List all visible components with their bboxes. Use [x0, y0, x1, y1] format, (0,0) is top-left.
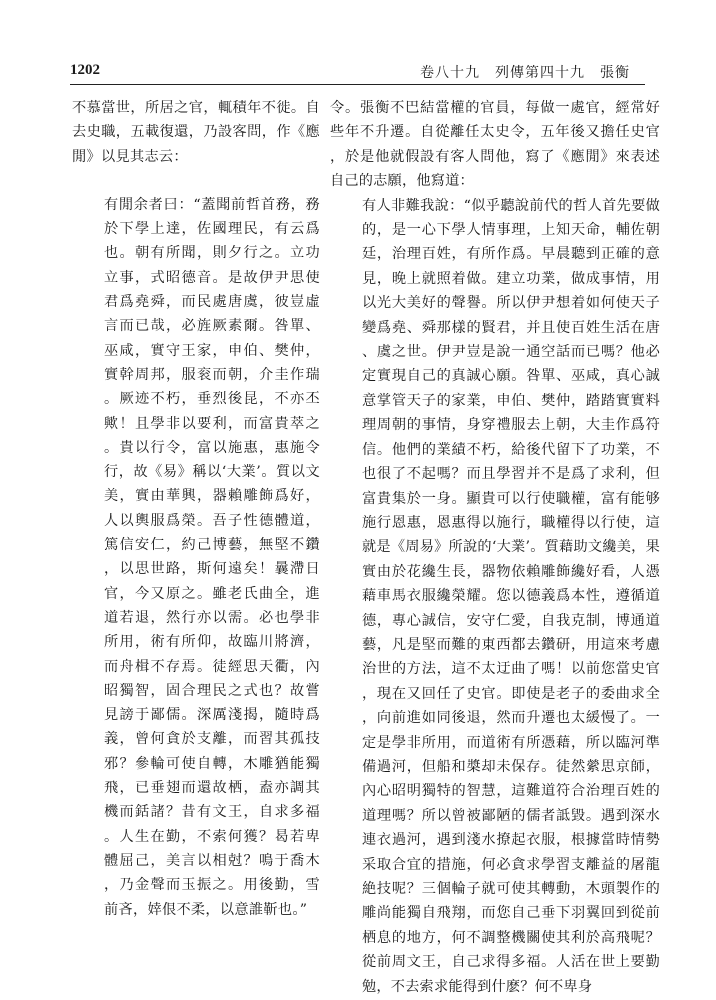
left-column-original-text: [72, 96, 320, 922]
left-intro-paragraph: 不慕當世，所居之官，輒積年不徙。自去史職，五載復還，乃設客問，作《應閒》以見其志云：: [72, 100, 320, 165]
header-rule: [70, 84, 645, 85]
running-head: 卷八十九 列傳第四十九 張衡: [420, 65, 630, 81]
right-quote-block: 有人非難我說：“似乎聽說前代的哲人首先要做的，是一心下學人情事理，上知天命，輔佐朝廷，治理百姓，有所作爲。早晨聽到正確的意見，晚上就照着做。建立功業，做成事情，用以光大美好的聲譽。所以伊尹想着如何使天子變爲堯、舜那樣的賢君，并且使百姓生活在唐、虞之世。伊尹豈是說一通空話而已嗎？他必定實現自己的真誠心願。咎單、巫咸，真心誠意掌管天子的家業，申伯、樊仲，踏踏實實料理周朝的事情，身穿禮服去上朝，大圭作爲符信。他們的業績不朽，給後代留下了功業，不也很了不起嗎？而且學習并不是爲了求利，但富貴集於一身。顯貴可以行使職權，富有能够施行恩惠，恩惠得以施行，職權得以行使，這就是《周易》所說的‘大業’。質藉助文纔美，果實由於花纔生長，器物依賴雕飾纔好看，人憑藉車馬衣服纔榮耀。您以德義爲本性，遵循道德，專心誠信，安守仁愛，自我克制，博通道藝，凡是堅而難的東西都去鑽研，用這來考慮治世的方法，這不太迂曲了嗎！以前您當史官，現在又回任了史官。即使是老子的委曲求全，向前進如同後退，然而升遷也太緩慢了。一定是學非所用，而道術有所憑藉，所以臨河準備過河，但船和槳却未保存。徒然縈思京師，內心昭明獨特的智慧，這難道符合治理百姓的道理嗎？所以曾被鄙陋的儒者詆毀。遇到深水連衣過河，遇到淺水撩起衣服，根據當時情勢采取合宜的措施，何必貪求學習支離益的屠龍絶技呢？三個輪子就可使其轉動，木頭製作的雕尚能獨自飛翔，而您自己垂下羽翼回到從前栖息的地方，何不調整機關使其利於高飛呢？從前周文王，自己求得多福。人活在世上要勤勉，不去索求能得到什麽？何不卑身: [362, 197, 660, 995]
right-intro-paragraph: 令。張衡不巴結當權的官員，每做一處官，經常好些年不升遷。自從離任太史令，五年後又擔任史官，於是他就假設有客人問他，寫了《應閒》來表述自己的志願，他寫道：: [330, 100, 660, 190]
right-column-translation: [330, 96, 660, 999]
page-header: [70, 60, 660, 86]
left-quote-block: 有閒余者曰：“蓋聞前哲首務，務於下學上達，佐國理民，有云爲也。朝有所聞，則夕行之。立功立事，式昭德音。是故伊尹思使君爲堯舜，而民處唐虞，彼豈虛言而已哉，必旌厥素爾。咎單、巫咸，實守王家，申伯、樊仲，實幹周邦，服衮而朝，介圭作瑞。厥迹不朽，垂烈後昆，不亦丕歟！且學非以要利，而富貴萃之。貴以行令，富以施惠，惠施令行，故《易》稱以‘大業’。質以文美，實由華興，器賴雕飾爲好，人以輿服爲榮。吾子性德體道，篤信安仁，約己博藝，無堅不鑽，以思世路，斯何遠矣！曩滯日官，今又原之。雖老氏曲全，進道若退，然行亦以需。必也學非所用，術有所仰，故臨川將濟，而舟楫不存焉。徒經思天衢，內昭獨智，固合理民之式也？故嘗見謗于鄙儒。深厲淺揭，隨時爲義，曾何貪於支離，而習其孤技邪？參輪可使自轉，木雕猶能獨飛，已垂翅而還故栖，盍亦調其機而銛諸？昔有文王，自求多福。人生在勤，不索何獲？曷若卑體屈己，美言以相尅？鳴于喬木，乃金聲而玉振之。用後勤，雪前吝，婞佷不柔，以意誰靳也。”: [104, 196, 320, 918]
page-number: 1202: [70, 62, 100, 78]
